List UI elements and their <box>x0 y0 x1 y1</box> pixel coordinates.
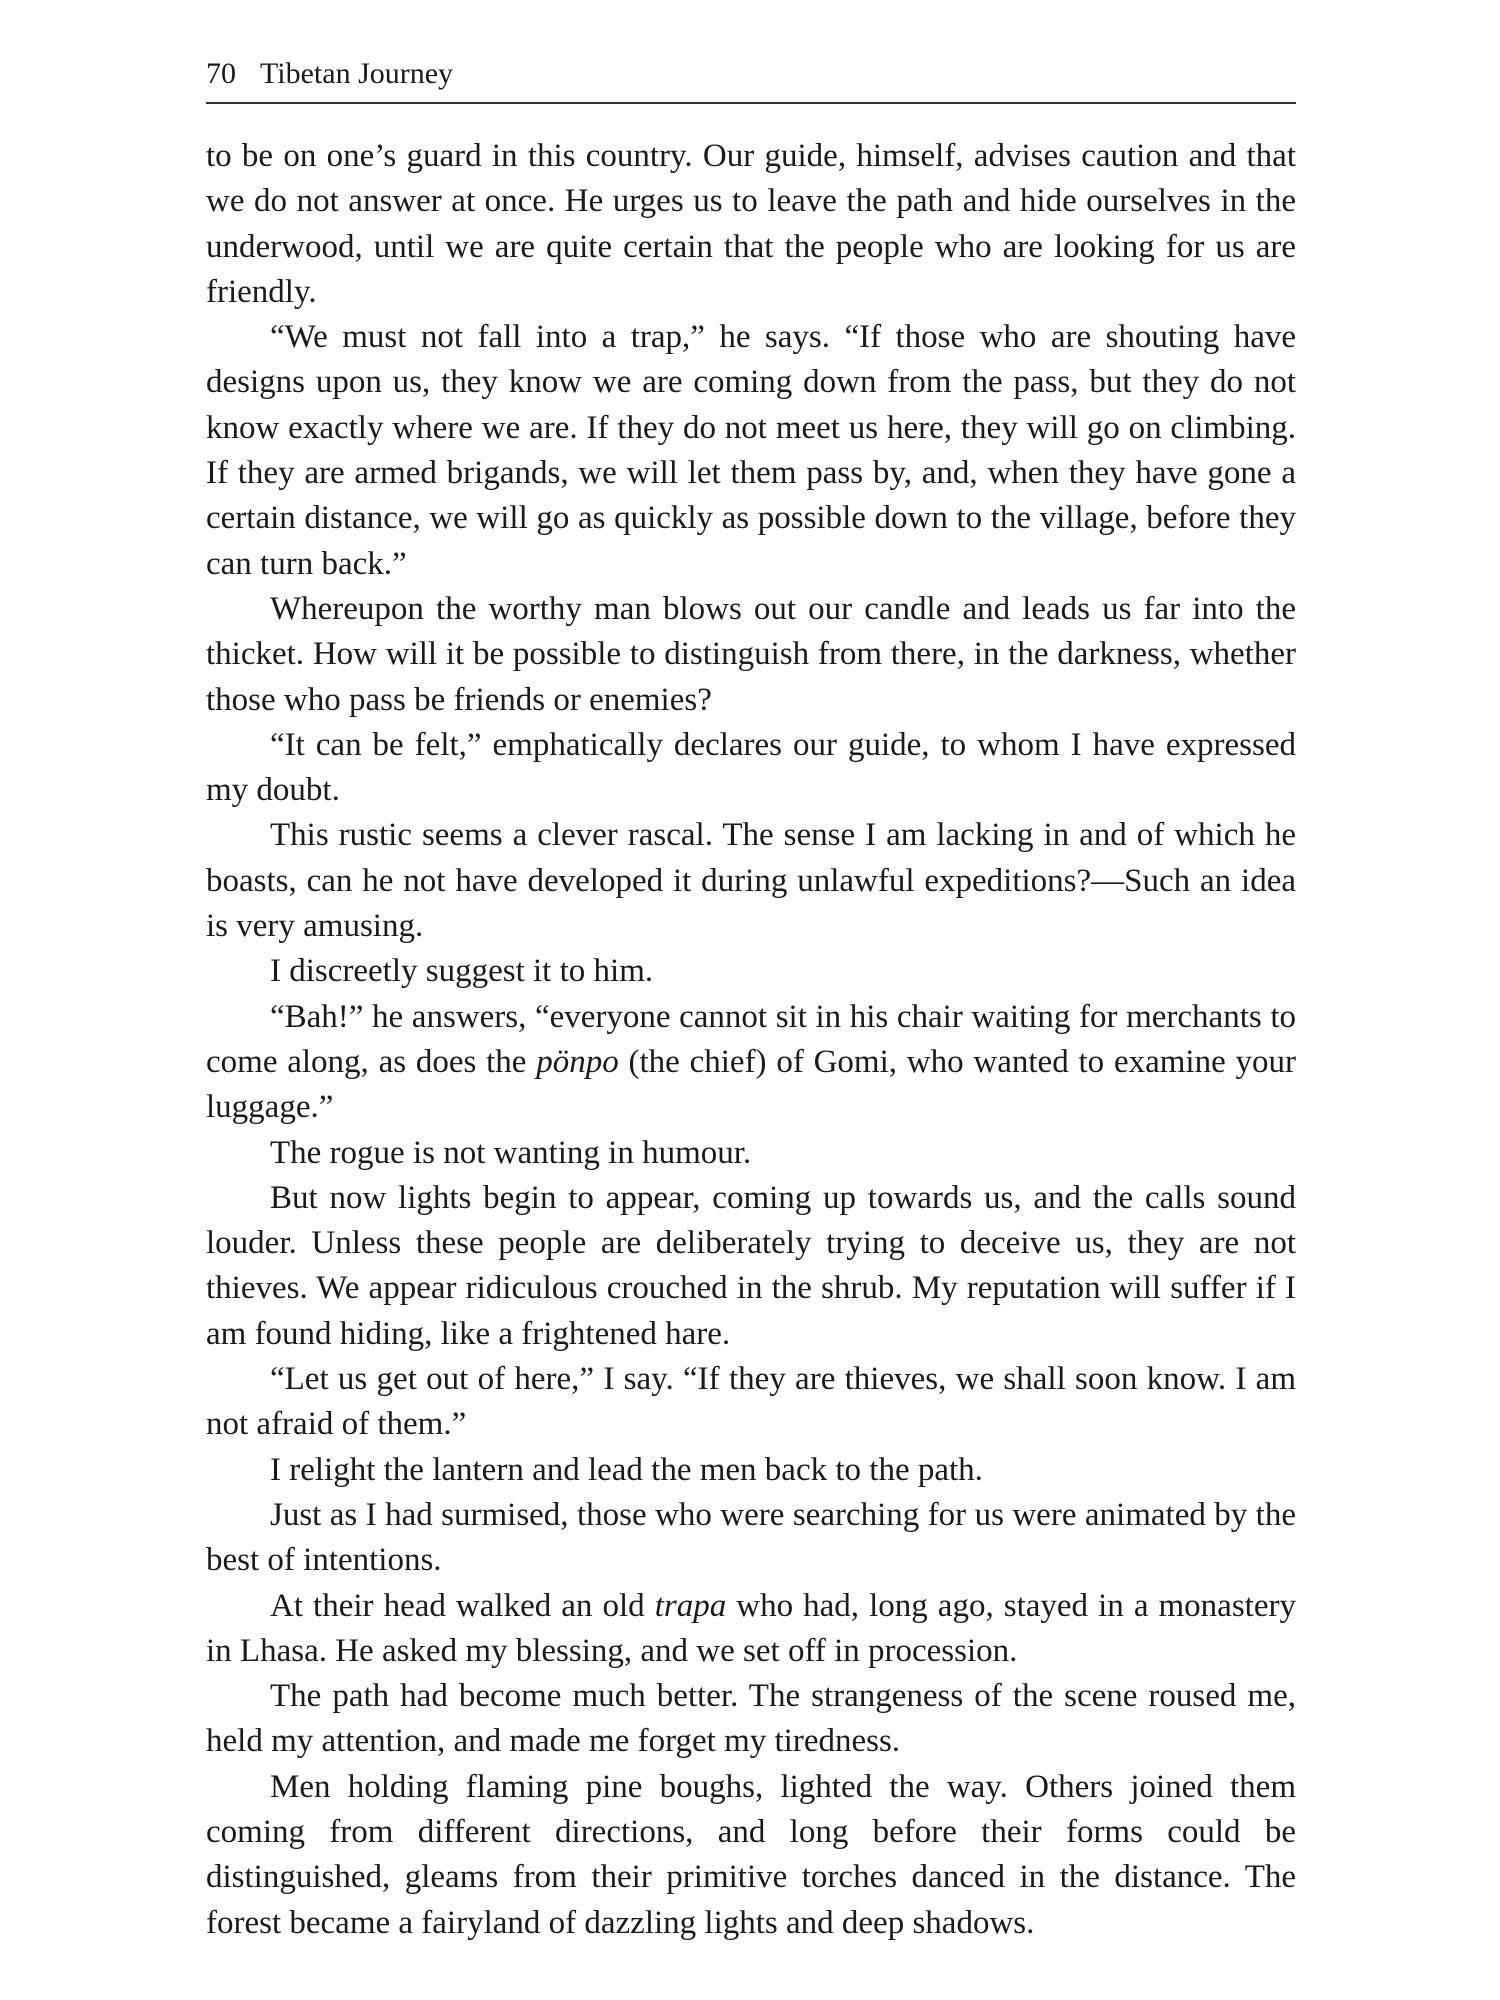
body-text <box>206 134 1296 1946</box>
paragraph-13-text-after: who had, long ago, stayed in a monastery in Lhasa. He asked my blessing, and we set off in procession. <box>206 1587 1296 1669</box>
paragraph-15: Men holding flaming pine boughs, lighted the way. Others joined them coming from different directions, and long before their forms could be distinguished, gleams from their primitive torches danced in the distance. The forest became a fairyland of dazzling lights and deep shadows. <box>206 1768 1296 1941</box>
paragraph-12: Just as I had surmised, those who were searching for us were animated by the best of intentions. <box>206 1496 1296 1579</box>
running-head <box>206 54 1296 94</box>
page-number: 70 <box>206 57 236 90</box>
italic-term-ponpo: pönpo <box>536 1043 619 1080</box>
paragraph-4: “It can be felt,” emphatically declares our guide, to whom I have expressed my doubt. <box>206 726 1296 809</box>
paragraph-14: The path had become much better. The strangeness of the scene roused me, held my attention, and made me forget my tiredness. <box>206 1678 1296 1760</box>
paragraph-3: Whereupon the worthy man blows out our candle and leads us far into the thicket. How will it be possible to distinguish from there, in the darkness, whether those who pass be friends or enemies? <box>206 590 1296 718</box>
paragraph-7-text-before: “Bah!” he answers, “everyone cannot sit in his chair waiting for merchants to come along, as does the <box>206 998 1296 1080</box>
paragraph-5: This rustic seems a clever rascal. The sense I am lacking in and of which he boasts, can he not have developed it during unlawful expeditions?—Such an idea is very amusing. <box>206 817 1296 945</box>
paragraph-8: The rogue is not wanting in humour. <box>270 1134 752 1171</box>
paragraph-13-text-before: At their head walked an old <box>270 1587 655 1624</box>
paragraph-7 <box>206 995 1296 1131</box>
paragraph-13 <box>206 1584 1296 1675</box>
paragraph-2: “We must not fall into a trap,” he says. “If those who are shouting have designs upon us, they know we are coming down from the pass, but they do not know exactly where we are. If they do not meet us here, they will go on climbing. If they are armed brigands, we will let them pass by, and, when they have gone a certain distance, we will go as quickly as possible down to the village, before they can turn back.” <box>206 319 1296 582</box>
paragraph-7-text-after: (the chief) of Gomi, who wanted to examine your luggage.” <box>206 1043 1296 1126</box>
paragraph-9: But now lights begin to appear, coming up towards us, and the calls sound louder. Unless these people are deliberately trying to deceive us, they are not thieves. We appear ridiculous crouched in the shrub. My reputation will suffer if I am found hiding, like a frightened hare. <box>206 1179 1296 1352</box>
paragraph-1: to be on one’s guard in this country. Our guide, himself, advises caution and that we do not answer at once. He urges us to leave the path and hide ourselves in the underwood, until we are quite certain that the people who are looking for us are friendly. <box>206 138 1296 310</box>
paragraph-10: “Let us get out of here,” I say. “If they are thieves, we shall soon know. I am not afraid of them.” <box>206 1361 1296 1443</box>
header-rule <box>206 102 1296 104</box>
italic-term-trapa: trapa <box>654 1587 727 1624</box>
running-title: Tibetan Journey <box>260 57 454 90</box>
paragraph-11: I relight the lantern and lead the men back to the path. <box>270 1451 983 1488</box>
paragraph-6: I discreetly suggest it to him. <box>270 953 654 990</box>
